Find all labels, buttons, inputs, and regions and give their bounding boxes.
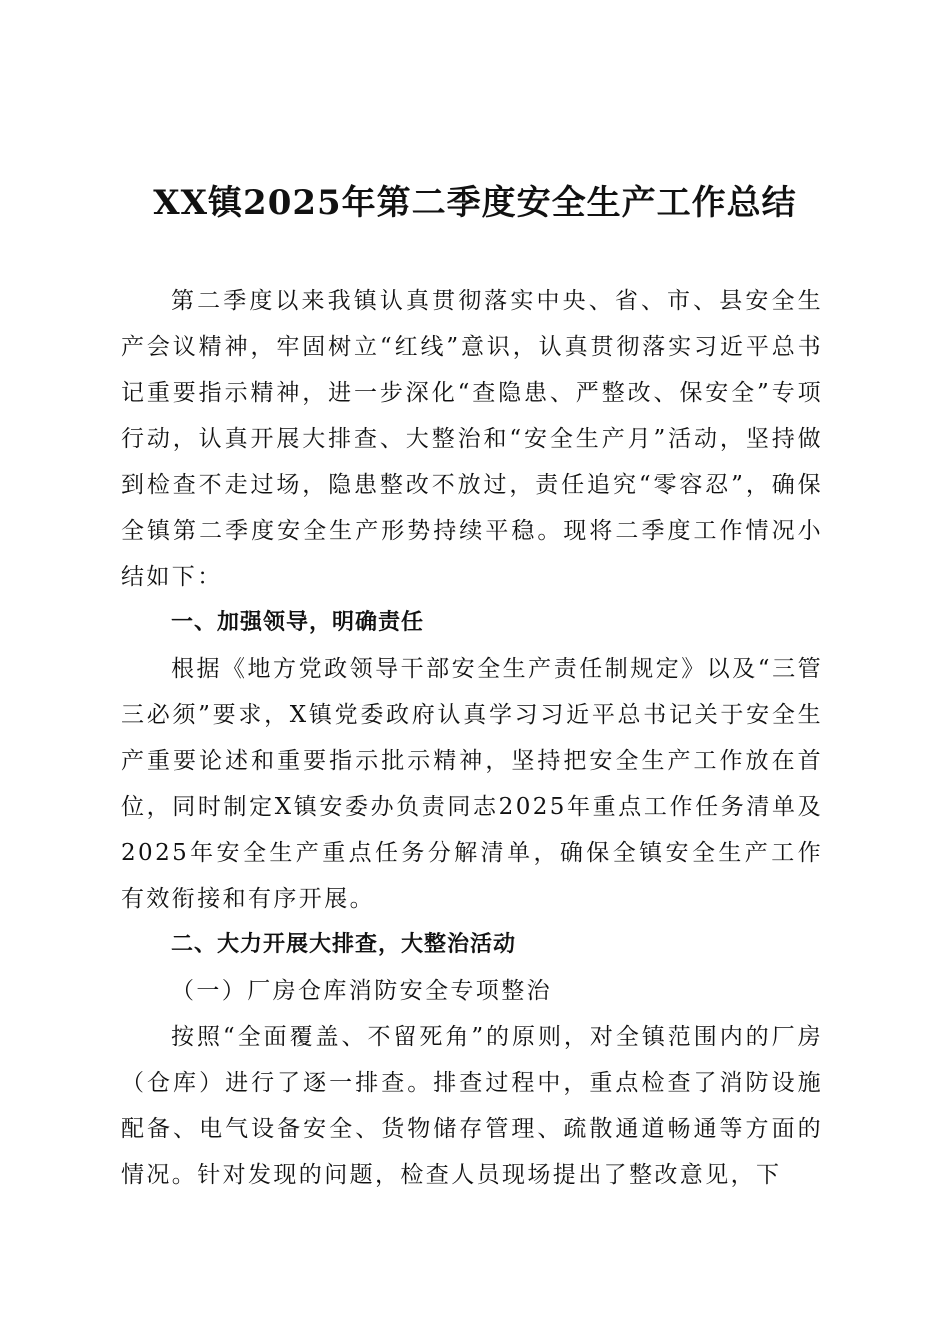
subsection-paragraph-fire-safety: 按照“全面覆盖、不留死角”的原则，对全镇范围内的厂房（仓库）进行了逐一排查。排查过程中，重点检查了消防设施配备、电气设备安全、货物储存管理、疏散通道畅通等方面的情况。针对发现的问题，检查人员现场提出了整改意见，下 <box>121 1024 823 1188</box>
document-title: XX镇2025年第二季度安全生产工作总结 <box>153 183 797 223</box>
section-paragraph-leadership: 根据《地方党政领导干部安全生产责任制规定》以及“三管三必须”要求，X镇党委政府认真学习习近平总书记关于安全生产重要论述和重要指示批示精神，坚持把安全生产工作放在首位，同时制定X镇安委办负责同志2025年重点工作任务清单及2025年安全生产重点任务分解清单，确保全镇安全生产工作有效衔接和有序开展。 <box>121 656 823 912</box>
section-heading-inspection: 二、大力开展大排查，大整治活动 <box>171 932 517 957</box>
document-body <box>121 278 823 1198</box>
intro-paragraph: 第二季度以来我镇认真贯彻落实中央、省、市、县安全生产会议精神，牢固树立“红线”意识，认真贯彻落实习近平总书记重要指示精神，进一步深化“查隐患、严整改、保安全”专项行动，认真开展大排查、大整治和“安全生产月”活动，坚持做到检查不走过场，隐患整改不放过，责任追究“零容忍”，确保全镇第二季度安全生产形势持续平稳。现将二季度工作情况小结如下： <box>121 288 823 590</box>
subsection-heading-fire-safety: （一）厂房仓库消防安全专项整治 <box>171 978 552 1004</box>
section-heading-leadership: 一、加强领导，明确责任 <box>171 610 425 635</box>
